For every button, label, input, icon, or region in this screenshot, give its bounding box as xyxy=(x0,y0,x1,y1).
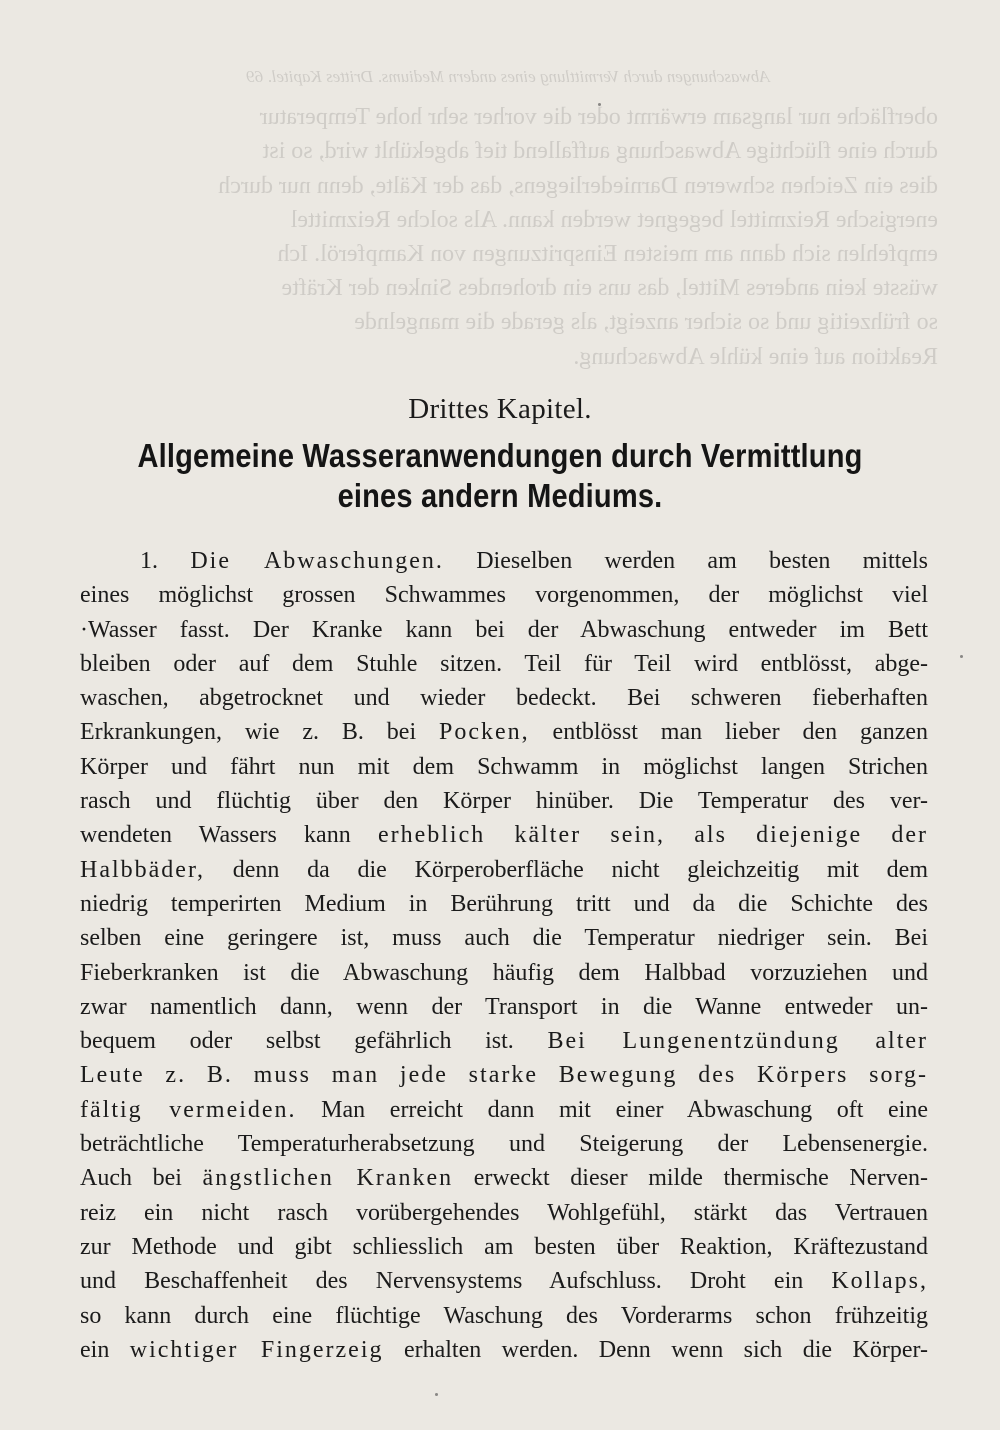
body-text xyxy=(80,544,928,1367)
text-segment: Erkrankungen, wie z. B. bei xyxy=(80,719,417,746)
bleed-through-line: dies ein Zeichen schweren Darniederliegens, das der Kälte, denn nur durch xyxy=(218,172,938,199)
text-line: so kann durch eine flüchtige Waschung des Vorderarms schon frühzeitig xyxy=(80,1302,928,1329)
bleed-through-line: so frühzeitig und so sicher anzeigt, als gerade die mangelnde xyxy=(354,309,938,336)
spaced-emphasis: erheblich kälter sein, als diejenige der xyxy=(377,822,928,849)
spaced-emphasis: ängstlichen Kranken xyxy=(202,1165,454,1192)
text-line: eines möglichst grossen Schwammes vorgenommen, der möglichst viel xyxy=(80,582,928,609)
paper-speck xyxy=(435,1393,438,1396)
bleed-through-line: durch eine flüchtige Abwaschung auffallend tief abgekühlt wird, so ist xyxy=(262,138,938,165)
paper-speck xyxy=(960,655,963,658)
text-segment: Dieselben werden am besten mittels xyxy=(443,548,929,574)
spaced-emphasis: fältig vermeiden. xyxy=(80,1096,297,1123)
text-line: reiz ein nicht rasch vorübergehendes Wohlgefühl, stärkt das Vertrauen xyxy=(80,1199,928,1226)
section-title: Die Abwaschungen. xyxy=(190,548,444,574)
chapter-label: Drittes Kapitel. xyxy=(408,393,592,425)
text-line xyxy=(80,1093,928,1127)
text-line xyxy=(80,853,928,887)
text-segment: ein xyxy=(80,1336,110,1363)
bleed-through-line: wüsste kein anderes Mittel, das uns ein drohendes Sinken der Kräfte xyxy=(281,275,938,302)
paper-speck xyxy=(598,103,601,106)
text-line: rasch und flüchtig über den Körper hinüber. Die Temperatur des ver- xyxy=(80,788,928,815)
chapter-title-line-1: Allgemeine Wasseranwendungen durch Vermittlung xyxy=(137,437,863,474)
text-line xyxy=(80,715,928,749)
text-line xyxy=(80,1024,928,1058)
spaced-emphasis: Leute z. B. muss man jede starke Bewegung des Körpers sorg- xyxy=(80,1062,928,1089)
text-segment: Man erreicht dann mit einer Abwaschung oft eine xyxy=(296,1096,929,1123)
text-segment: erhalten werden. xyxy=(383,1336,579,1363)
text-line xyxy=(80,544,928,578)
chapter-title-line-2: eines andern Mediums. xyxy=(337,477,663,514)
text-line xyxy=(80,1333,928,1367)
text-line: Körper und fährt nun mit dem Schwamm in möglichst langen Strichen xyxy=(80,753,928,780)
text-line: beträchtliche Temperaturherabsetzung und Steigerung der Lebensenergie. xyxy=(80,1131,928,1158)
text-line: waschen, abgetrocknet und wieder bedeckt. Bei schweren fieberhaften xyxy=(80,685,928,712)
spaced-emphasis: Halbbäder, xyxy=(80,856,205,883)
text-segment: erweckt dieser milde thermische Nerven- xyxy=(453,1165,928,1192)
text-line xyxy=(80,1161,928,1195)
bleed-through-header: Abwaschungen durch Vermittlung eines andern Mediums. Drittes Kapitel. 69 xyxy=(246,67,770,86)
bleed-through-text xyxy=(78,60,938,374)
text-segment: Auch bei xyxy=(80,1165,182,1192)
text-segment: wendeten Wassers kann xyxy=(80,822,351,849)
text-line: ·Wasser fasst. Der Kranke kann bei der Abwaschung entweder im Bett xyxy=(80,616,928,643)
bleed-through-line: Reaktion auf eine kühle Abwaschung. xyxy=(573,343,938,370)
text-segment: denn da die Körperoberfläche nicht gleichzeitig mit dem xyxy=(205,856,928,883)
text-line: niedrig temperirten Medium in Berührung tritt und da die Schichte des xyxy=(80,890,928,917)
text-line: zur Methode und gibt schliesslich am besten über Reaktion, Kräftezustand xyxy=(80,1233,928,1260)
text-line: Fieberkranken ist die Abwaschung häufig dem Halbbad vorzuziehen und xyxy=(80,959,928,986)
section-number: 1. xyxy=(140,548,158,574)
text-line: zwar namentlich dann, wenn der Transport in die Wanne entweder un- xyxy=(80,993,928,1020)
text-line: selben eine geringere ist, muss auch die Temperatur niedriger sein. Bei xyxy=(80,925,928,952)
text-segment: bequem oder selbst gefährlich ist. xyxy=(80,1028,514,1055)
bleed-through-line: oberfläche nur langsam erwärmt oder die vorher sehr hohe Temperatur xyxy=(259,104,938,131)
bleed-through-line: energische Reizmittel begegnet werden kann. Als solche Reizmittel xyxy=(290,206,938,233)
spaced-emphasis: Kollaps, xyxy=(831,1268,928,1295)
text-segment: entblösst man lieber den ganzen xyxy=(529,719,928,746)
spaced-emphasis: wichtiger Fingerzeig xyxy=(129,1336,384,1363)
spaced-emphasis: Pocken, xyxy=(439,719,530,746)
text-line xyxy=(80,1264,928,1298)
text-line xyxy=(80,1058,928,1092)
chapter-title xyxy=(60,436,940,516)
text-segment: und Beschaffenheit des Nervensystems Aufschluss. Droht ein xyxy=(80,1268,804,1295)
spaced-emphasis: Bei Lungenentzündung alter xyxy=(547,1028,929,1055)
text-line: bleiben oder auf dem Stuhle sitzen. Teil für Teil wird entblösst, abge- xyxy=(80,650,928,677)
text-line xyxy=(80,818,928,852)
text-segment: Denn wenn sich die Körper- xyxy=(598,1336,929,1363)
bleed-through-line: empfehlen sich dann am meisten Einspritzungen von Kampferöl. Ich xyxy=(277,241,938,268)
